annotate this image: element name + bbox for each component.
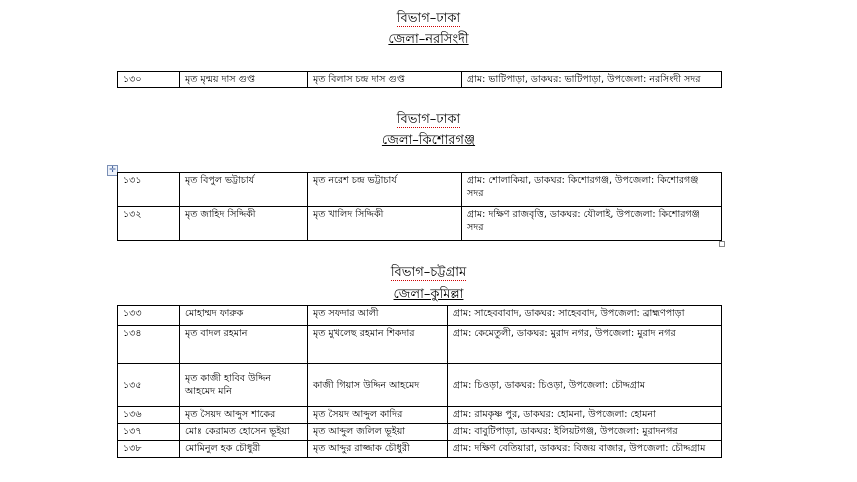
cell-no: ১৩৫ [118, 364, 180, 407]
district-heading-3: জেলা–কুমিল্লা [393, 287, 464, 302]
cell-no: ১৩৩ [118, 306, 180, 326]
cell-no: ১৩২ [118, 207, 180, 241]
cell-address: গ্রাম: রামকৃষ্ণ পুর, ডাকঘর: হোমনা, উপজেলা: হোমনা [448, 407, 722, 424]
cell-no: ১৩৮ [118, 441, 180, 458]
table-section-3 [117, 305, 722, 458]
cell-name: মোমিনুল হক চৌধুরী [180, 441, 308, 458]
cell-address: গ্রাম: শোলাকিয়া, ডাকঘর: কিশোরগঞ্জ, উপজেলা: কিশোরগঞ্জ সদর [462, 173, 722, 207]
cell-no: ১৩১ [118, 173, 180, 207]
cell-name: মৃত বিপুল ভট্টাচার্য [180, 173, 308, 207]
cell-father: কাজী গিয়াস উদ্দিন আহমেদ [308, 364, 448, 407]
cell-no: ১৩৬ [118, 407, 180, 424]
table-row [118, 326, 722, 364]
cell-father: মৃত সফদার আলী [308, 306, 448, 326]
division-heading-1: বিভাগ–ঢাকা [396, 11, 461, 26]
cell-name: মৃত কাজী হাবিব উদ্দিন আহমেদ মনি [180, 364, 308, 407]
cell-no: ১৩৭ [118, 424, 180, 441]
table-row [118, 424, 722, 441]
cell-father: মৃত নরেশ চন্দ্র ভট্টাচার্য [308, 173, 462, 207]
table-row [118, 407, 722, 424]
cell-no: ১৩৪ [118, 326, 180, 364]
cell-name: মৃত সৈয়দ আব্দুস শাকের [180, 407, 308, 424]
division-heading-2: বিভাগ–ঢাকা [396, 112, 461, 127]
cell-name: মৃত মৃন্ময় দাস গুপ্ত [180, 72, 308, 88]
cell-address: গ্রাম: দক্ষিণ বেতিয়ারা, ডাকঘর: বিজয় বাজার, উপজেলা: চৌদ্দগ্রাম [448, 441, 722, 458]
cell-name: মোহাম্মদ ফারুক [180, 306, 308, 326]
district-heading-2: জেলা–কিশোরগঞ্জ [381, 133, 476, 148]
table-row [118, 207, 722, 241]
cell-address: গ্রাম: কেমেতুলী, ডাকঘর: মুরাদ নগর, উপজেলা: মুরাদ নগর [448, 326, 722, 364]
table-row [118, 441, 722, 458]
move-icon[interactable]: ✛ [107, 165, 118, 176]
table-resize-handle[interactable] [719, 241, 725, 247]
cell-address: গ্রাম: বাবুটিপাড়া, ডাকঘর: ইলিয়টগঞ্জ, উপজেলা: মুরাদনগর [448, 424, 722, 441]
cell-address: গ্রাম: সাহেববাবাদ, ডাকঘর: সাহেববাদ, উপজেলা: ব্রাহ্মণপাড়া [448, 306, 722, 326]
table-row [118, 173, 722, 207]
table-section-1 [117, 71, 722, 88]
cell-father: মৃত আব্দুল জলিল ভূইয়া [308, 424, 448, 441]
table-section-2 [117, 172, 722, 241]
cell-name: মৃত জাহিদ সিদ্দিকী [180, 207, 308, 241]
district-heading-1: জেলা–নরসিংদী [388, 32, 469, 47]
cell-no: ১৩০ [118, 72, 180, 88]
cell-father: মৃত খালিদ সিদ্দিকী [308, 207, 462, 241]
table-row [118, 306, 722, 326]
cell-father: মৃত সৈয়দ আব্দুল কাদির [308, 407, 448, 424]
cell-name: মৃত বাদল রহমান [180, 326, 308, 364]
cell-father: মৃত আব্দুর রাজ্জাক চৌধুরী [308, 441, 448, 458]
division-heading-3: বিভাগ–চট্টগ্রাম [390, 265, 467, 280]
cell-father: মৃত মুখলেছ রহমান শিকদার [308, 326, 448, 364]
cell-address: গ্রাম: ভাটিপাড়া, ডাকঘর: ভাটিপাড়া, উপজেলা: নরসিংদী সদর [462, 72, 722, 88]
table-row [118, 72, 722, 88]
table-row [118, 364, 722, 407]
cell-name: মোঃ কেরামত হোসেন ভূইয়া [180, 424, 308, 441]
cell-address: গ্রাম: চিওড়া, ডাকঘর: চিওড়া, উপজেলা: চৌদ্দগ্রাম [448, 364, 722, 407]
cell-father: মৃত বিলাস চন্দ্র দাস গুপ্ত [308, 72, 462, 88]
cell-address: গ্রাম: দক্ষিণ রাজবৃত্তি, ডাকঘর: যৌলাই, উপজেলা: কিশোরগঞ্জ সদর [462, 207, 722, 241]
